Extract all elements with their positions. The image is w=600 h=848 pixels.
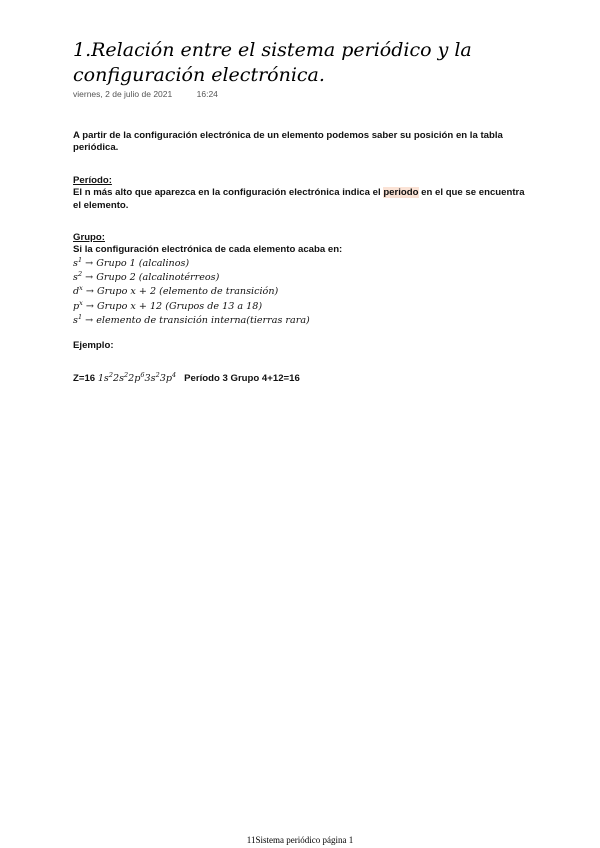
rule-line [73, 314, 533, 328]
rule-line [73, 257, 533, 271]
rule-line [73, 271, 533, 285]
rule-line [73, 285, 533, 299]
config-exponent: 2 [108, 370, 113, 379]
intro-paragraph: A partir de la configuración electrónica de un elemento podemos saber su posición en la tabla periódica. [73, 130, 503, 154]
periodo-highlight: periodo [383, 187, 419, 199]
config-term: 1s [97, 372, 109, 384]
config-term: 3p [159, 372, 172, 384]
electron-configuration [97, 370, 177, 384]
rule-exponent: x [79, 284, 83, 293]
periodo-paragraph [73, 187, 533, 212]
config-exponent: 2 [124, 370, 129, 379]
periodo-text-after: en el que se encuentra el elemento. [73, 187, 525, 211]
grupo-heading: Grupo: [73, 232, 105, 244]
config-exponent: 4 [171, 370, 177, 379]
rule-exponent: x [79, 298, 83, 307]
config-exponent: 2 [155, 370, 160, 379]
rule-base: s [73, 272, 78, 284]
page-footer: 11Sistema periódico página 1 [246, 835, 354, 845]
ejemplo-heading: Ejemplo: [73, 340, 114, 352]
rule-result: Grupo x + 12 (Grupos de 13 a 18) [97, 300, 263, 312]
grupo-rules [73, 257, 533, 328]
arrow-icon: → [85, 272, 94, 284]
rule-result: Grupo 2 (alcalinotérreos) [96, 272, 220, 284]
arrow-icon: → [85, 300, 94, 312]
ejemplo-line [73, 370, 533, 385]
rule-result: Grupo x + 2 (elemento de transición) [97, 286, 279, 298]
periodo-text-before: El n más alto que aparezca en la configuración electrónica indica el [73, 187, 384, 199]
note-metadata [73, 89, 218, 99]
periodo-heading: Período: [73, 174, 112, 186]
note-date: viernes, 2 de julio de 2021 [73, 89, 173, 99]
rule-exponent: 1 [77, 313, 83, 322]
rule-base: p [73, 300, 80, 312]
arrow-icon: → [85, 315, 94, 327]
arrow-icon: → [85, 286, 94, 298]
rule-result: Grupo 1 (alcalinos) [96, 257, 190, 269]
ejemplo-result: Período 3 Grupo 4+12=16 [184, 372, 300, 384]
rule-base: d [73, 286, 80, 298]
note-body [73, 130, 533, 385]
rule-line [73, 300, 533, 314]
config-term: 2p [128, 372, 141, 384]
rule-result: elemento de transición interna(tierras rara) [96, 315, 310, 327]
ejemplo-z: Z=16 [73, 372, 96, 384]
page-title: 1.Relación entre el sistema periódico y la configuración electrónica. [73, 39, 472, 86]
rule-exponent: 1 [77, 255, 83, 264]
rule-base: s [73, 315, 78, 327]
rule-exponent: 2 [77, 270, 83, 279]
config-term: 2s [112, 372, 125, 384]
arrow-icon: → [85, 257, 94, 269]
rule-base: s [73, 257, 78, 269]
config-exponent: 6 [140, 370, 145, 379]
note-time: 16:24 [196, 89, 218, 99]
config-term: 3s [144, 372, 156, 384]
grupo-intro: Si la configuración electrónica de cada elemento acaba en: [73, 244, 343, 256]
